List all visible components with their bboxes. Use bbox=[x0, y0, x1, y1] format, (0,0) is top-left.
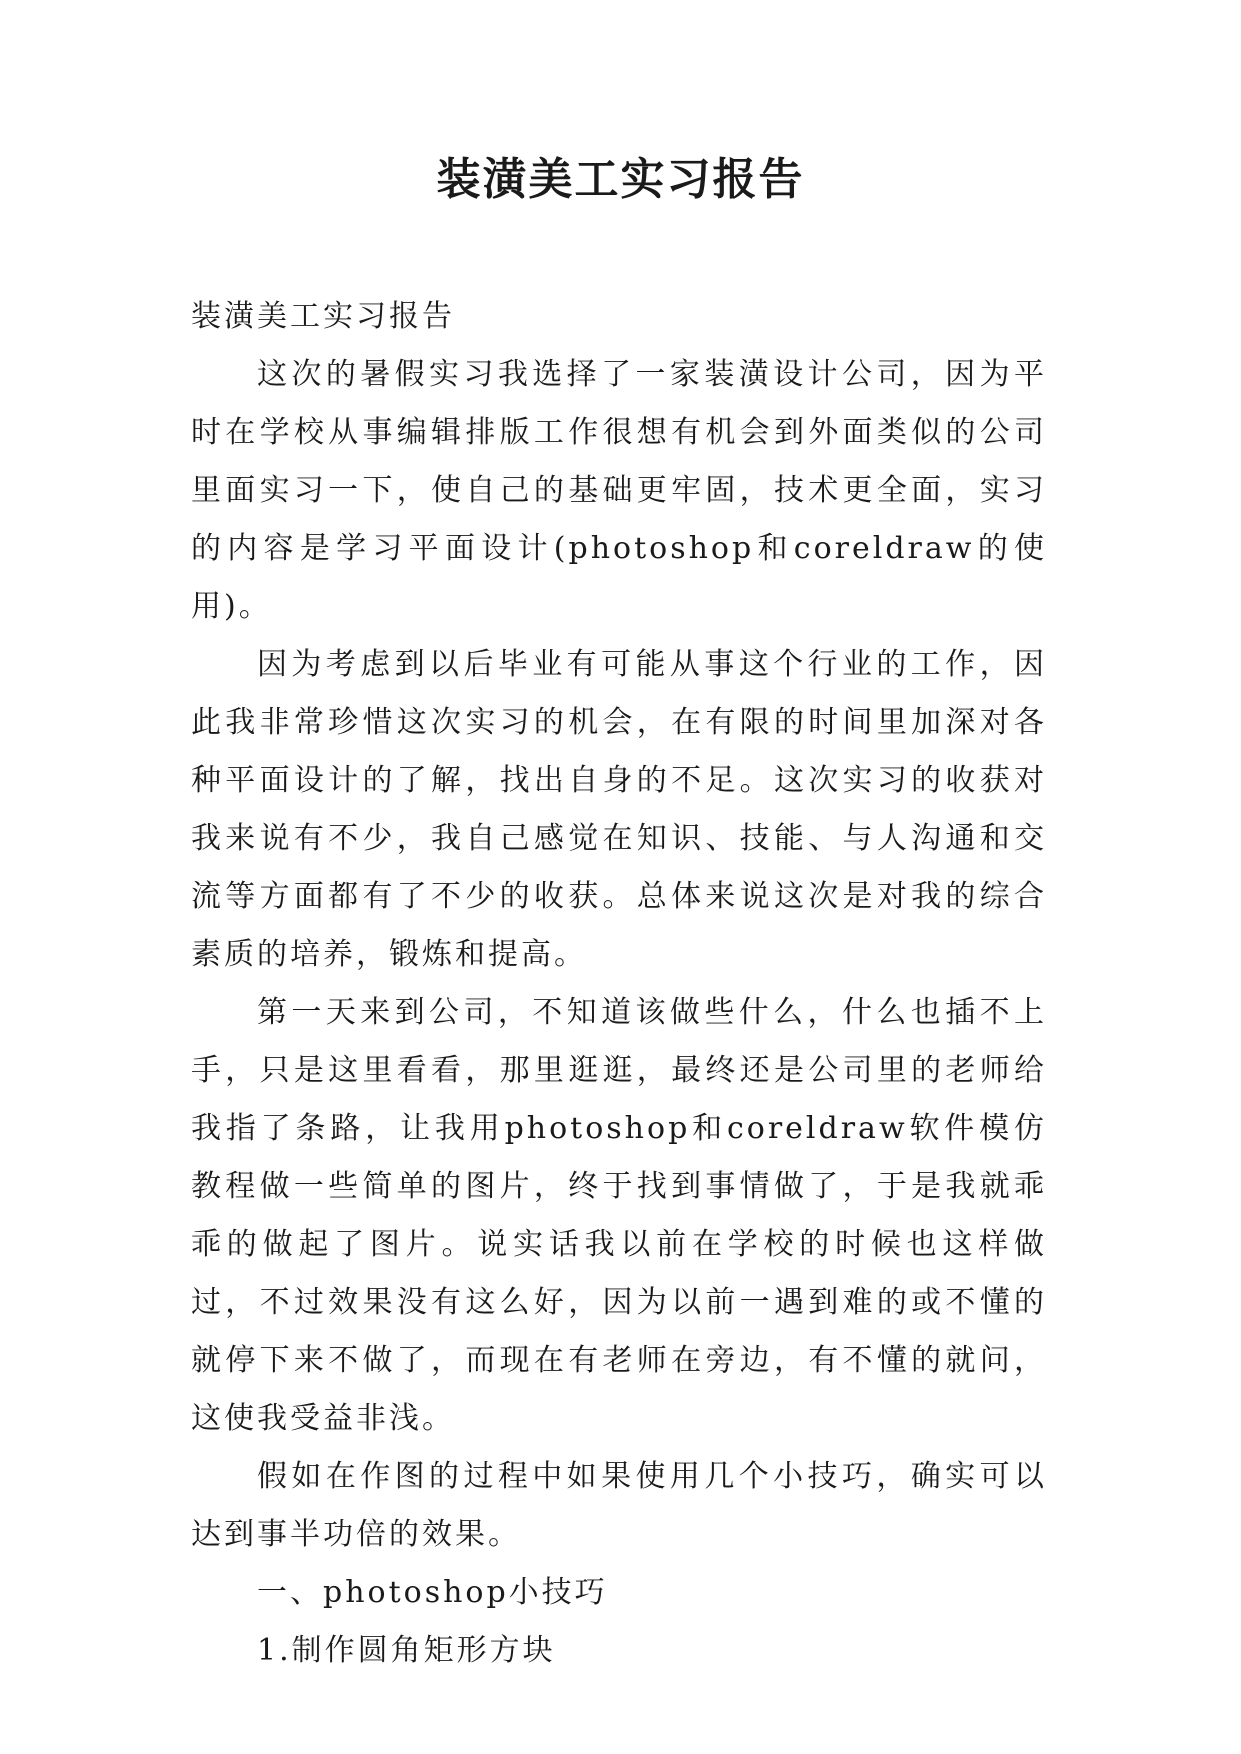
document-title: 装潢美工实习报告 bbox=[436, 154, 805, 205]
paragraph-2: 因为考虑到以后毕业有可能从事这个行业的工作，因此我非常珍惜这次实习的机会，在有限的时间里加深对各种平面设计的了解，找出自身的不足。这次实习的收获对我来说有不少，我自己感觉在知识、技能、与人沟通和交流等方面都有了不少的收获。总体来说这次是对我的综合素质的培养，锻炼和提高。 bbox=[191, 647, 1047, 972]
sub-heading: 1.制作圆角矩形方块 bbox=[257, 1633, 556, 1668]
paragraph-4: 假如在作图的过程中如果使用几个小技巧，确实可以达到事半功倍的效果。 bbox=[191, 1459, 1047, 1552]
document-subtitle: 装潢美工实习报告 bbox=[191, 299, 455, 334]
paragraph-3: 第一天来到公司，不知道该做些什么，什么也插不上手，只是这里看看，那里逛逛，最终还是公司里的老师给我指了条路，让我用photoshop和coreldraw软件模仿教程做一些简单的图片，终于找到事情做了，于是我就乖乖的做起了图片。说实话我以前在学校的时候也这样做过，不过效果没有这么好，因为以前一遇到难的或不懂的就停下来不做了，而现在有老师在旁边，有不懂的就问，这使我受益非浅。 bbox=[191, 995, 1047, 1436]
document-body bbox=[191, 288, 1047, 1680]
section-heading: 一、photoshop小技巧 bbox=[257, 1575, 608, 1610]
paragraph-1: 这次的暑假实习我选择了一家装潢设计公司，因为平时在学校从事编辑排版工作很想有机会到外面类似的公司里面实习一下，使自己的基础更牢固，技术更全面，实习的内容是学习平面设计(photoshop和coreldraw的使用)。 bbox=[191, 357, 1047, 624]
